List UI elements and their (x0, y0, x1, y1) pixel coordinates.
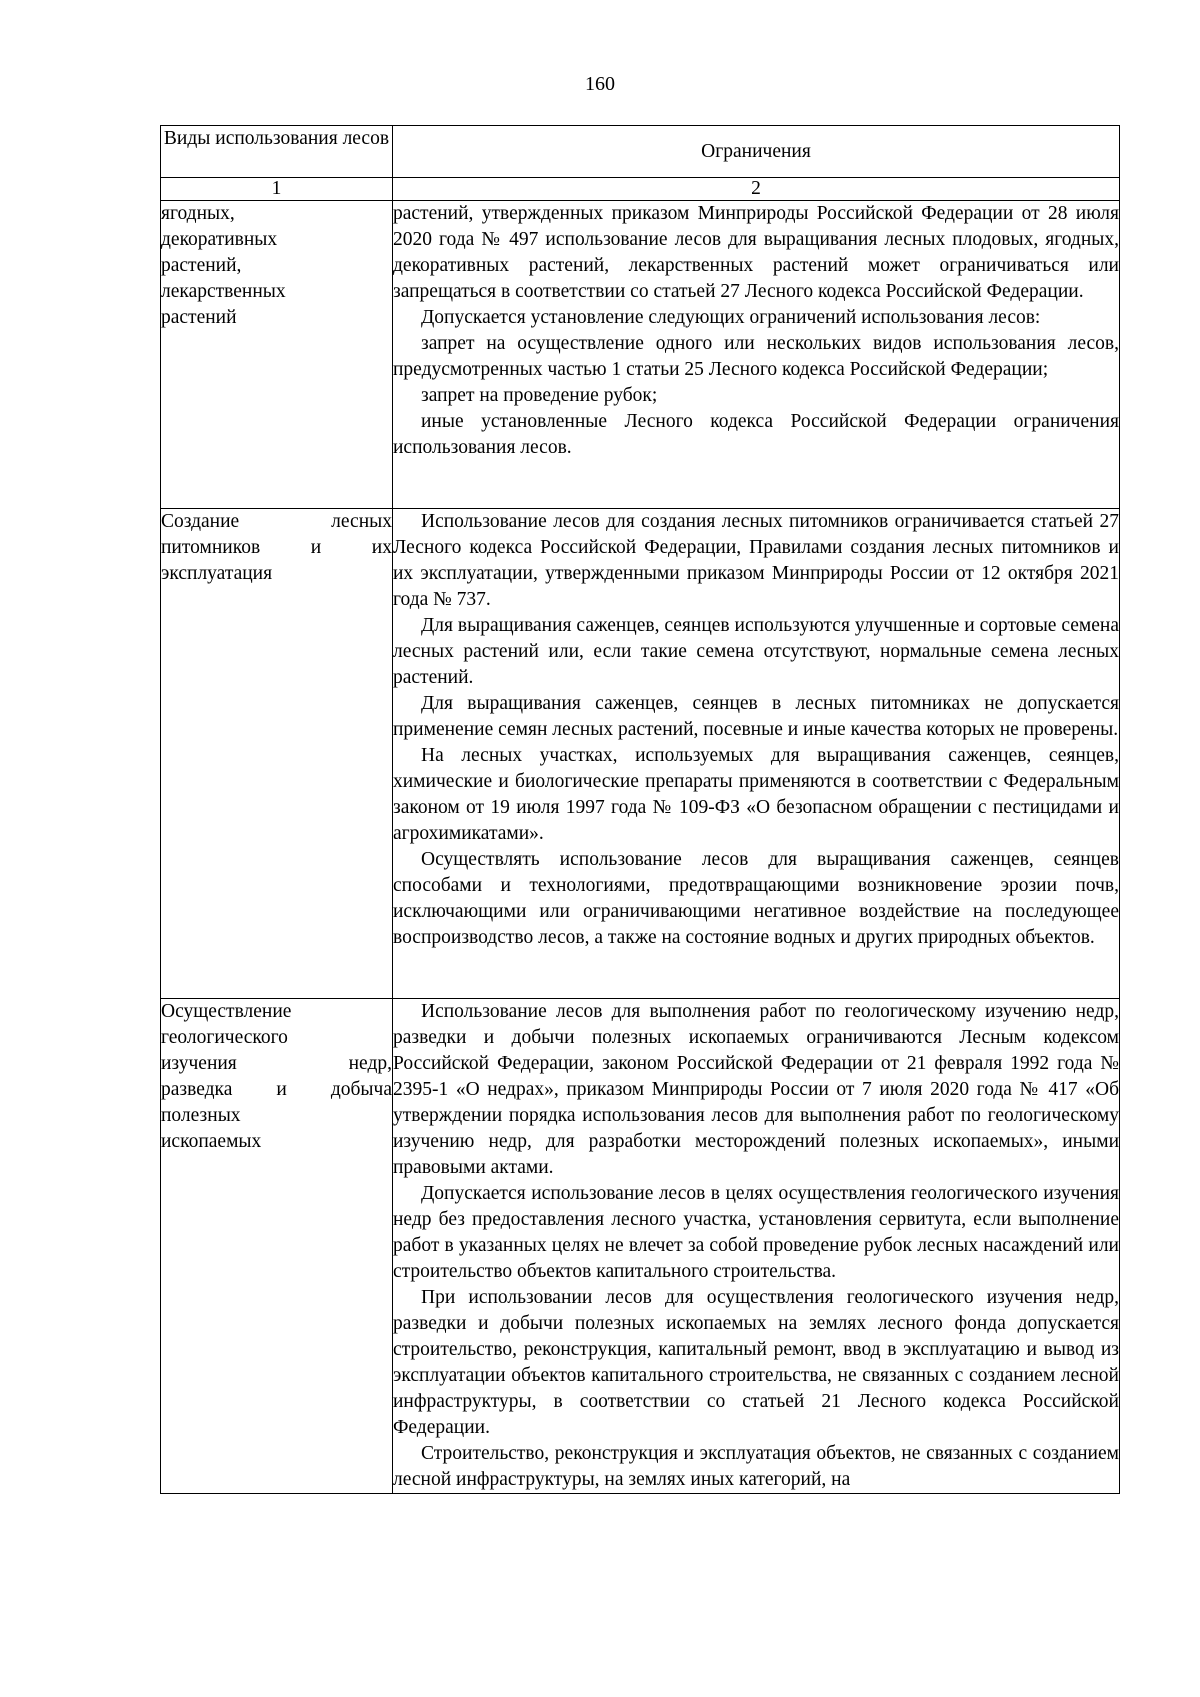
forest-use-type-line: растений (161, 307, 237, 328)
header-restrictions: Ограничения (393, 126, 1120, 178)
column-number-row (161, 178, 1120, 201)
forest-use-type-line: Создание лесных (161, 511, 392, 532)
table-row (161, 999, 1120, 1494)
restriction-paragraph: Для выращивания саженцев, сеянцев в лесных питомниках не допускается применение семян лесных растений, посевные и иные качества которых не проверены. (393, 693, 1119, 740)
forest-use-type-line: полезных (161, 1105, 241, 1126)
forest-use-type-line: растений, (161, 255, 242, 276)
restriction-paragraph: Использование лесов для создания лесных питомников ограничивается статьей 27 Лесного кодекса Российской Федерации, Правилами создания лесных питомников и их эксплуатации, утвержденными приказом Минприроды России от 12 октября 2021 года № 737. (393, 511, 1119, 610)
restriction-paragraph: Допускается установление следующих ограничений использования лесов: (421, 307, 1041, 328)
forest-use-type-line: разведка и добыча (161, 1079, 392, 1100)
restriction-paragraph: Допускается использование лесов в целях осуществления геологического изучения недр без предоставления лесного участка, установления сервитута, если выполнение работ в указанных целях не влечет за собой проведение рубок лесных насаждений или строительство объектов капитального строительства. (393, 1183, 1119, 1282)
table-row (161, 201, 1120, 509)
forest-use-type-line: питомников и их (161, 537, 392, 558)
forest-use-type-cell (161, 999, 393, 1494)
forest-use-type-cell (161, 509, 393, 999)
restriction-paragraph: При использовании лесов для осуществления геологического изучения недр, разведки и добычи полезных ископаемых на землях лесного фонда допускается строительство, реконструкция, капитальный ремонт, ввод в эксплуатацию и вывод из эксплуатации объектов капитального строительства, не связанных с созданием лесной инфраструктуры, в соответствии со статьей 21 Лесного кодекса Российской Федерации. (393, 1287, 1119, 1438)
restriction-paragraph: Для выращивания саженцев, сеянцев используются улучшенные и сортовые семена лесных растений или, если такие семена отсутствуют, нормальные семена лесных растений. (393, 615, 1119, 688)
forest-use-type-line: лекарственных (161, 281, 286, 302)
table-header-row (161, 126, 1120, 178)
table-row (161, 509, 1120, 999)
forest-use-type-line: эксплуатация (161, 563, 273, 584)
forest-use-type-line: геологического (161, 1027, 288, 1048)
forest-use-type-line: ягодных, (161, 203, 235, 224)
forest-use-type-line: изучения недр, (161, 1053, 392, 1074)
column-number-2: 2 (393, 178, 1120, 201)
forest-use-type-line: декоративных (161, 229, 278, 250)
forest-use-type-line: ископаемых (161, 1131, 262, 1152)
restrictions-table (160, 125, 1120, 1494)
restriction-paragraph: Строительство, реконструкция и эксплуатация объектов, не связанных с созданием лесной инфраструктуры, на землях иных категорий, на (393, 1443, 1119, 1490)
restriction-paragraph: иные установленные Лесного кодекса Российской Федерации ограничения использования лесов. (393, 411, 1119, 458)
page-number: 160 (585, 73, 615, 95)
column-number-1: 1 (161, 178, 393, 201)
restriction-paragraph: На лесных участках, используемых для выращивания саженцев, сеянцев, химические и биологические препараты применяются в соответствии с Федеральным законом от 19 июля 1997 года № 109-ФЗ «О безопасном обращении с пестицидами и агрохимикатами». (393, 745, 1119, 844)
restriction-paragraph: Использование лесов для выполнения работ по геологическому изучению недр, разведки и добычи полезных ископаемых ограничиваются Лесным кодексом Российской Федерации, законом Российской Федерации от 21 февраля 1992 года № 2395-1 «О недрах», приказом Минприроды России от 7 июля 2020 года № 417 «Об утверждении порядка использования лесов для выполнения работ по геологическому изучению недр, для разработки месторождений полезных ископаемых», иными правовыми актами. (393, 1001, 1119, 1178)
restriction-paragraph: запрет на осуществление одного или нескольких видов использования лесов, предусмотренных частью 1 статьи 25 Лесного кодекса Российской Федерации; (393, 333, 1119, 380)
header-forest-use-types: Виды использования лесов (161, 126, 393, 178)
forest-use-type-line: Осуществление (161, 1001, 292, 1022)
restriction-paragraph: растений, утвержденных приказом Минприроды Российской Федерации от 28 июля 2020 года № 497 использование лесов для выращивания лесных плодовых, ягодных, декоративных растений, лекарственных растений может ограничиваться или запрещаться в соответствии со статьей 27 Лесного кодекса Российской Федерации. (393, 203, 1119, 302)
forest-use-type-cell (161, 201, 393, 509)
restriction-paragraph: Осуществлять использование лесов для выращивания саженцев, сеянцев способами и технологиями, предотвращающими возникновение эрозии почв, исключающими или ограничивающими негативное воздействие на последующее воспроизводство лесов, а также на состояние водных и других природных объектов. (393, 849, 1119, 948)
restrictions-cell (393, 999, 1120, 1494)
restrictions-cell (393, 509, 1120, 999)
restrictions-cell (393, 201, 1120, 509)
restriction-paragraph: запрет на проведение рубок; (421, 385, 658, 406)
